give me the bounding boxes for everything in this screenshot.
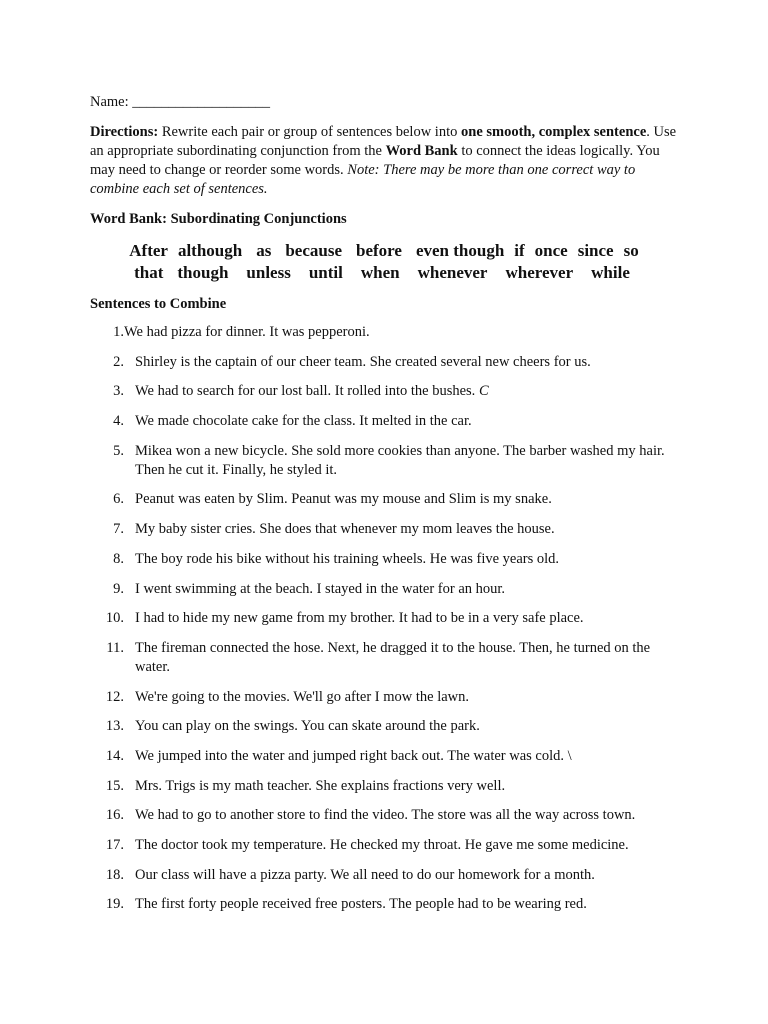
list-item (90, 747, 680, 766)
list-item (90, 353, 680, 372)
item-text: Shirley is the captain of our cheer team. She created several new cheers for us. (135, 353, 591, 370)
item-text: We made chocolate cake for the class. It melted in the car. (135, 413, 472, 430)
item-number: 14. (105, 747, 124, 764)
list-item (90, 550, 680, 569)
word-bank-word: once (534, 241, 568, 260)
word-bank-word: that (134, 263, 164, 282)
item-text: You can play on the swings. You can skate around the park. (135, 718, 480, 735)
list-item (90, 442, 680, 480)
word-bank-word: wherever (505, 263, 574, 282)
directions-note: Note: There may be more than one correct way to combine each set of sentences. (90, 162, 636, 197)
word-bank-word: though (177, 263, 229, 282)
item-text: I went swimming at the beach. I stayed in the water for an hour. (135, 580, 506, 597)
item-text: We jumped into the water and jumped right back out. The water was cold. \ (135, 747, 572, 764)
item-number: 8. (113, 550, 124, 567)
directions-emphasis-2: Word Bank (385, 143, 458, 159)
item-number: 19. (105, 896, 124, 913)
item-number: 16. (105, 807, 124, 824)
word-bank-word: since (577, 241, 614, 260)
word-bank-word: although (177, 241, 243, 260)
word-bank-word: After (129, 241, 168, 260)
item-number: 7. (113, 521, 124, 538)
sentences-list (90, 323, 680, 925)
item-text: My baby sister cries. She does that whenever my mom leaves the house. (135, 521, 555, 538)
list-item (90, 412, 680, 431)
list-item (90, 639, 680, 677)
list-item (90, 777, 680, 796)
item-number: 10. (105, 610, 124, 627)
directions-paragraph (90, 123, 680, 199)
word-bank-heading: Word Bank: Subordinating Conjunctions (90, 211, 347, 227)
word-bank-word: when (360, 263, 400, 282)
list-item (90, 382, 680, 401)
directions-text-3: to connect the ideas logically. You may need to change or reorder some words. (90, 143, 660, 178)
item-number: 2. (113, 353, 124, 370)
word-bank-word: whenever (417, 263, 488, 282)
item-number: 12. (105, 688, 124, 705)
word-bank (90, 240, 678, 284)
word-bank-word: while (591, 263, 630, 282)
list-item (90, 490, 680, 509)
item-text: The first forty people received free posters. The people had to be wearing red. (135, 896, 587, 913)
word-bank-word: unless (246, 263, 291, 282)
item-number: 6. (113, 491, 124, 508)
item-number: 15. (105, 777, 124, 794)
item-text: The doctor took my temperature. He checked my throat. He gave me some medicine. (135, 837, 629, 853)
sentences-heading: Sentences to Combine (90, 296, 227, 312)
list-item (90, 323, 680, 342)
list-item (90, 836, 680, 855)
directions-text-1: Rewrite each pair or group of sentences below into (158, 124, 461, 140)
item-stray-mark: C (478, 383, 489, 400)
word-bank-word: if (514, 241, 525, 260)
word-bank-word: so (623, 241, 639, 260)
word-bank-word: because (285, 241, 342, 260)
word-bank-word: as (256, 241, 272, 260)
name-line (90, 93, 270, 112)
word-bank-word: before (356, 241, 402, 260)
list-item (90, 688, 680, 707)
directions-label: Directions: (90, 124, 159, 140)
list-item (90, 717, 680, 736)
word-bank-word: even though (415, 241, 505, 260)
item-text: The fireman connected the hose. Next, he dragged it to the house. Then, he turned on the water. (135, 639, 651, 675)
list-item (90, 609, 680, 628)
item-text: Peanut was eaten by Slim. Peanut was my mouse and Slim is my snake. (135, 491, 552, 508)
item-text: We had to go to another store to find the video. The store was all the way across town. (135, 807, 636, 824)
directions-text-2: . Use an appropriate subordinating conjunction from the (90, 124, 677, 159)
item-number: 17. (105, 837, 124, 853)
item-text: Mrs. Trigs is my math teacher. She explains fractions very well. (135, 777, 506, 794)
list-item (90, 866, 680, 885)
directions-emphasis-1: one smooth, complex sentence (461, 124, 647, 140)
item-number: 3. (113, 383, 124, 400)
item-text: We're going to the movies. We'll go after I mow the lawn. (135, 688, 470, 705)
list-item (90, 806, 680, 825)
item-text: Mikea won a new bicycle. She sold more cookies than anyone. The barber washed my hair. Then he cut it. Finally, he styled it. (135, 442, 665, 478)
name-label: Name: (90, 94, 129, 110)
item-number: 9. (113, 580, 124, 597)
word-bank-row-2 (90, 262, 678, 284)
list-item (90, 580, 680, 599)
item-text: We had pizza for dinner. It was pepperoni. (124, 324, 370, 340)
item-number: 13. (105, 718, 124, 735)
list-item (90, 520, 680, 539)
word-bank-word: until (308, 263, 343, 282)
item-text: We had to search for our lost ball. It rolled into the bushes. (135, 383, 479, 400)
item-text: Our class will have a pizza party. We all need to do our homework for a month. (135, 866, 595, 883)
item-number: 1. (113, 324, 124, 340)
item-number: 5. (113, 442, 124, 459)
item-number: 11. (106, 639, 124, 656)
item-text: I had to hide my new game from my brother. It had to be in a very safe place. (135, 610, 584, 627)
name-blank: ___________________ (132, 94, 271, 110)
item-text: The boy rode his bike without his training wheels. He was five years old. (135, 550, 560, 567)
word-bank-row-1 (90, 240, 678, 262)
list-item (90, 895, 680, 914)
item-number: 4. (113, 413, 124, 430)
item-number: 18. (105, 866, 124, 883)
